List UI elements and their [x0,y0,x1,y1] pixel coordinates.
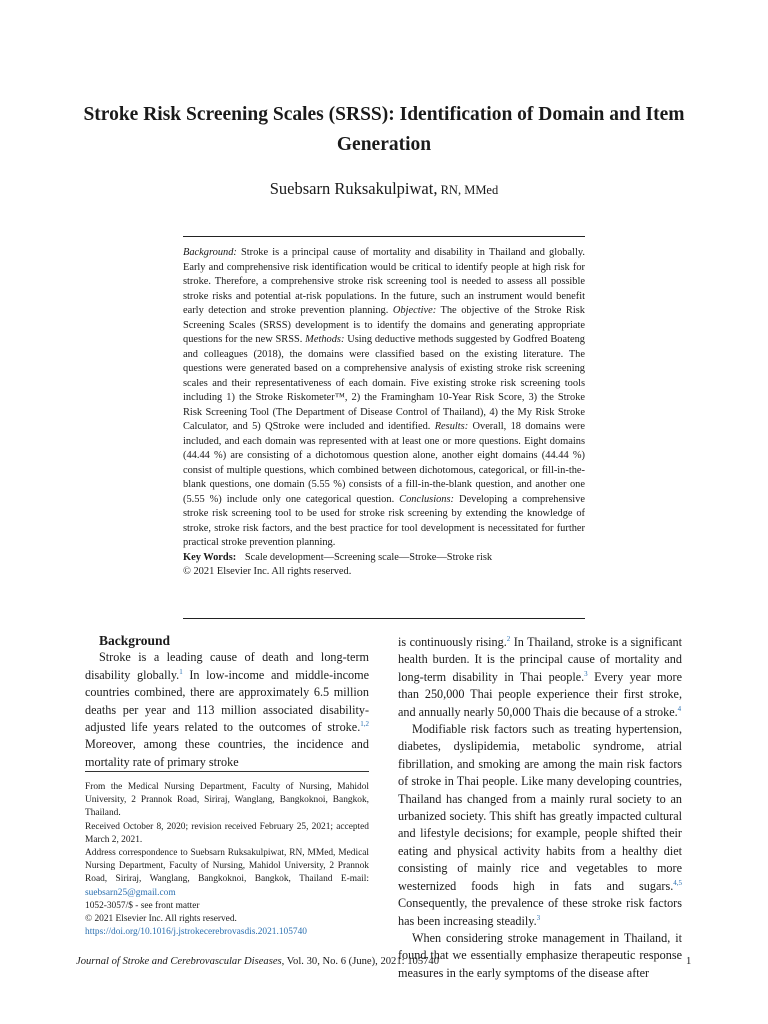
body-paragraph [398,634,682,721]
citation-link[interactable]: 2 [506,634,511,643]
email-link[interactable]: suebsarn25@gmail.com [85,887,176,898]
right-column [398,634,682,982]
doi-link[interactable]: https://doi.org/10.1016/j.jstrokecerebrovasdis.2021.105740 [85,927,307,938]
abstract-background-text: Stroke is a principal cause of mortality and disability in Thailand and globally. Early and comprehensive risk identification would be critical to identify people at high risk for stroke. Therefore, a comprehensive stroke risk screening tool is needed to assess all possible stroke risks and potential at-risk populations. In the future, such an instrument would benefit early detection and stroke prevention planning. [183,247,585,316]
abstract [183,246,585,580]
author-credentials: RN, MMed [437,183,499,197]
page-number: 1 [686,956,692,967]
body-text: Stroke is a leading cause of death and long-term disability globally. [85,650,369,682]
citation-link[interactable]: 4,5 [673,878,682,887]
abstract-methods-text: Using deductive methods suggested by Godfred Boateng and colleagues (2018), the domains were classified based on the existing literature. The questions were generated based on a comprehensive analysis of existing stroke risk screening scales and their representativeness of each domain. Five existing stroke risk screening tools including 1) the Stroke Riskometer™, 2) the Framingham 10-Year Risk Score, 3) the Stroke Risk Screening Tool (The Department of Disease Control of Thailand), 4) the My Risk Stroke Calculator, and 5) QStroke were included and identified. [183,334,585,432]
background-heading: Background [99,633,171,648]
abstract-body [183,246,585,551]
author-line [60,179,708,199]
affiliation-note: From the Medical Nursing Department, Faculty of Nursing, Mahidol University, 2 Prannok Road, Siriraj, Wanglang, Bangkoknoi, Bangkok, Thailand. [85,782,369,819]
abstract-copyright: © 2021 Elsevier Inc. All rights reserved. [183,566,352,577]
abstract-background-label: Background: [183,247,237,258]
abstract-methods-label: Methods: [302,334,345,345]
body-text: is continuously rising. [398,635,507,649]
body-text: Consequently, the prevalence of these stroke risk factors has been increasing steadily. [398,896,682,928]
abstract-results-text: Overall, 18 domains were included, and each domain was represented with at least one or more questions. Eight domains (44.44 %) are consisting of a dichotomous question alone, another eight domains (44.44 %) consist of multiple questions, which combined between dichotomous, categorical, or fill-in-the-blank questions, one domain (5.55 %) consists of a fill-in-the-blank question, and another one (5.55 %) include only one categorical question. [183,421,585,505]
journal-footer [76,956,439,967]
body-text: Modifiable risk factors such as treating hypertension, diabetes, dyslipidemia, metabolic syndrome, atrial fibrillation, and smoking are among the main risk factors of stroke in Thai people. Like many developing countries, Thailand has changed from a mainly rural society to an urbanized society. This shift has greatly impacted cultural and lifestyle decisions; for example, people shifted their eating and physical activity habits from a healthy diet consisting of mainly rice and vegetables to more westernized foods high in fats and sugars. [398,722,682,893]
citation-link[interactable]: 1 [179,667,183,676]
footnote-rule [85,771,369,772]
keywords-line [183,551,585,566]
correspondence-address: Address correspondence to Suebsarn Ruksakulpiwat, RN, MMed, Medical Nursing Department, Faculty of Nursing, Mahidol University, 2 Prannok Road, Siriraj, Wanglang, Bangkoknoi, Bangkok, Thailand E-mail: [85,848,369,885]
citation-link[interactable]: 3 [536,913,541,922]
article-title: Stroke Risk Screening Scales (SRSS): Identification of Domain and Item Generation [83,104,685,155]
body-text: In low-income and middle-income countries combined, there are approximately 6.5 million deaths per year and 113 million associated disability-adjusted life years related to the outcomes of stroke. [85,667,369,735]
abstract-bottom-rule [183,618,585,619]
citation-link[interactable]: 3 [584,669,588,678]
abstract-conclusions-text: Developing a comprehensive stroke risk screening tool to be used for stroke risk screening by extending the knowledge of stroke, stroke risk factors, and the best practice for tool development is necessitated for further practical stroke prevention planning. [183,493,585,548]
keywords-text: Scale development—Screening scale—Stroke—Stroke risk [244,551,493,563]
body-paragraph: When considering stroke management in Thailand, it found that we essentially emphasize therapeutic response measures in the early symptoms of the disease after [398,930,682,980]
citation-link[interactable]: 1,2 [360,719,369,728]
abstract-conclusions-label: Conclusions: [394,493,455,505]
correspondence-note [85,847,369,900]
keywords-label: Key Words: [183,551,237,563]
body-text: Every year more than 250,000 Thai people experience their first stroke, and annually nearly 50,000 Thais die because of a stroke. [398,669,682,719]
received-note: Received October 8, 2020; revision received February 25, 2021; accepted March 2, 2021. [85,821,369,845]
abstract-objective-label: Objective: [388,305,437,316]
left-column [85,632,369,771]
abstract-objective-text: The objective of the Stroke Risk Screening Scales (SRSS) development is to identify the domains and generating appropriate questions for the new SRSS. [183,305,585,345]
body-text: In Thailand, stroke is a significant health burden. It is the principal cause of mortality and long-term disability in Thai people. [398,635,682,684]
citation-link[interactable]: 4 [677,704,682,713]
copyright-note: © 2021 Elsevier Inc. All rights reserved. [85,914,237,925]
abstract-results-label: Results: [430,421,469,432]
journal-volume: , Vol. 30, No. 6 (June), 2021: 105740 [281,956,440,967]
footnotes [85,781,369,939]
journal-name: Journal of Stroke and Cerebrovascular Diseases [76,956,282,967]
body-paragraph [398,721,682,930]
issn-note: 1052-3057/$ - see front matter [85,900,200,911]
body-text: Moreover, among these countries, the incidence and mortality rate of primary stroke [85,737,369,769]
abstract-top-rule [183,236,585,237]
body-paragraph [85,649,369,771]
author-name: Suebsarn Ruksakulpiwat, [269,179,438,198]
